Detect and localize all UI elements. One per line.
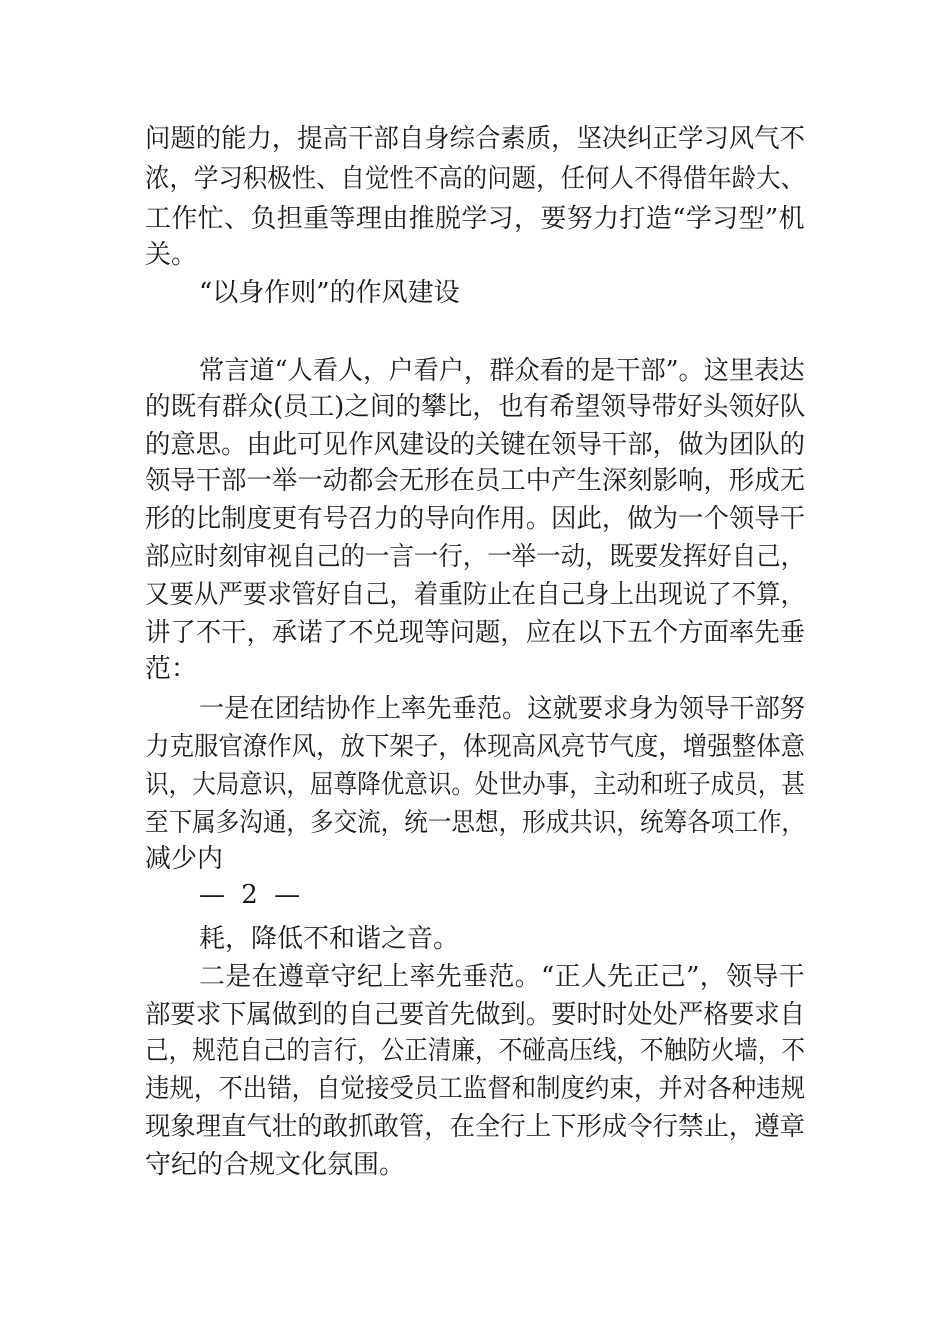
- section-heading: “以身作则”的作风建设: [199, 278, 460, 308]
- paragraph-line: 范：: [145, 654, 198, 684]
- paragraph-line: 的既有群众(员工)之间的攀比，也有希望领导带好头领好队: [145, 392, 806, 422]
- paragraph-line: 关。: [145, 240, 198, 270]
- paragraph-line: 守纪的合规文化氛围。: [145, 1150, 406, 1180]
- paragraph-line: 耗，降低不和谐之音。: [199, 924, 460, 954]
- paragraph-line: 己，规范自己的言行，公正清廉，不碰高压线，不触防火墙，不: [145, 1036, 806, 1066]
- paragraph-line: 力克服官潦作风，放下架子，体现高风亮节气度，增强整体意: [145, 732, 806, 762]
- paragraph-line: 减少内: [145, 844, 224, 874]
- paragraph-line: 至下属多沟通，多交流，统一思想，形成共识，统筹各项工作，: [145, 808, 806, 838]
- paragraph-line: 部应时刻审视自己的一言一行，一举一动，既要发挥好自己，: [145, 542, 806, 572]
- paragraph-line: 常言道“人看人，户看户，群众看的是干部”。这里表达: [199, 356, 805, 386]
- paragraph-line: 又要从严要求管好自己，着重防止在自己身上出现说了不算，: [145, 580, 806, 610]
- paragraph-line: 形的比制度更有号召力的导向作用。因此，做为一个领导干: [145, 504, 805, 534]
- paragraph-line: 问题的能力，提高干部自身综合素质，坚决纠正学习风气不: [145, 124, 805, 154]
- paragraph-line: 领导干部一举一动都会无形在员工中产生深刻影响，形成无: [145, 466, 805, 496]
- paragraph-line: 工作忙、负担重等理由推脱学习，要努力打造“学习型”机: [145, 204, 805, 234]
- paragraph-line: 现象理直气壮的敢抓敢管，在全行上下形成令行禁止，遵章: [145, 1112, 805, 1142]
- paragraph-line: 违规，不出错，自觉接受员工监督和制度约束，并对各种违规: [145, 1074, 806, 1104]
- paragraph-line: 二是在遵章守纪上率先垂范。“正人先正己”，领导干: [199, 962, 805, 992]
- paragraph-line: 部要求下属做到的自己要首先做到。要时时处处严格要求自: [145, 1000, 805, 1030]
- paragraph-line: 的意思。由此可见作风建设的关键在领导干部，做为团队的: [145, 430, 805, 460]
- paragraph-line: 一是在团结协作上率先垂范。这就要求身为领导干部努: [199, 694, 806, 724]
- paragraph-line: 浓，学习积极性、自觉性不高的问题，任何人不得借年龄大、: [145, 164, 806, 194]
- page-number: — 2 —: [199, 880, 305, 910]
- paragraph-line: 讲了不干，承诺了不兑现等问题，应在以下五个方面率先垂: [145, 618, 805, 648]
- paragraph-line: 识，大局意识，屈尊降优意识。处世办事，主动和班子成员，甚: [145, 770, 806, 800]
